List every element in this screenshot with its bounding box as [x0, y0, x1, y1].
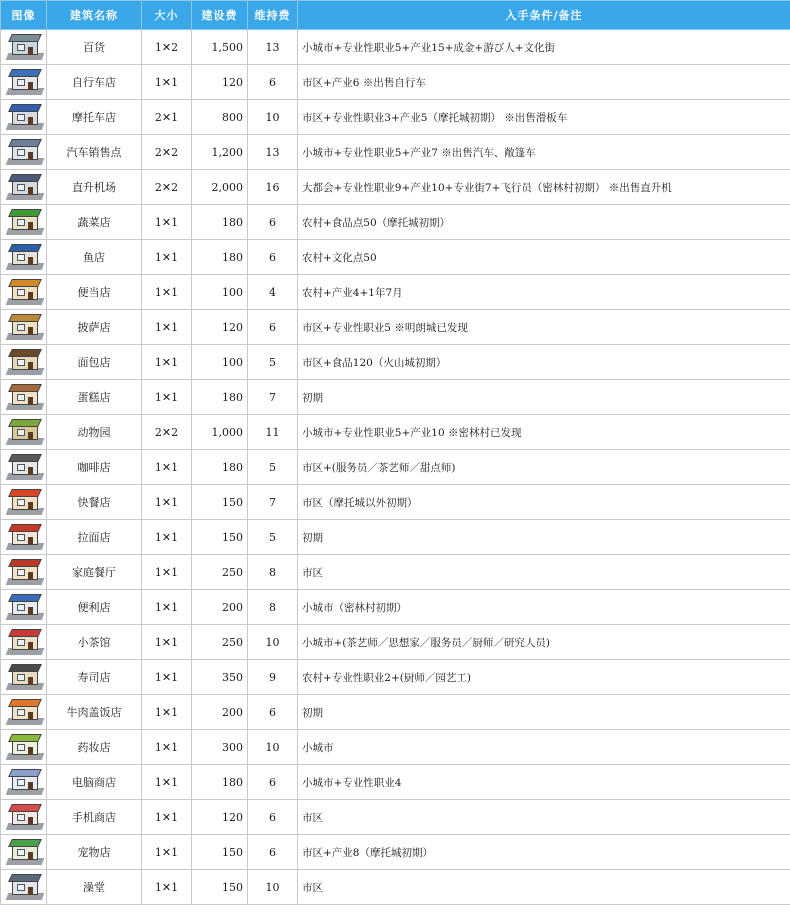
table-row: [1, 170, 790, 205]
building-icon: [5, 488, 45, 516]
building-note: 农村+文化点50: [298, 240, 790, 275]
building-image-cell: [1, 730, 47, 765]
building-size: 1✕1: [142, 65, 192, 100]
building-image-cell: [1, 660, 47, 695]
building-cost: 2,000: [192, 170, 248, 205]
building-name: 自行车店: [47, 65, 142, 100]
building-name: 寿司店: [47, 660, 142, 695]
building-note: 小城市+专业性职业5+产业15+成金+游び人+文化街: [298, 30, 790, 65]
table-row: [1, 590, 790, 625]
building-image-cell: [1, 765, 47, 800]
building-size: 1✕1: [142, 625, 192, 660]
building-icon: [5, 523, 45, 551]
building-maintenance: 6: [248, 835, 298, 870]
table-row: [1, 835, 790, 870]
building-name: 快餐店: [47, 485, 142, 520]
table-row: [1, 730, 790, 765]
building-icon: [5, 138, 45, 166]
building-note: 农村+专业性职业2+(厨师／园艺工): [298, 660, 790, 695]
header-name: 建筑名称: [47, 1, 142, 30]
table-row: [1, 275, 790, 310]
building-cost: 180: [192, 450, 248, 485]
building-image-cell: [1, 345, 47, 380]
building-name: 蛋糕店: [47, 380, 142, 415]
building-note: 初期: [298, 380, 790, 415]
building-image-cell: [1, 520, 47, 555]
building-icon: [5, 663, 45, 691]
building-note: 市区+(服务员／茶艺师／甜点师): [298, 450, 790, 485]
table-row: [1, 135, 790, 170]
building-maintenance: 6: [248, 65, 298, 100]
building-name: 咖啡店: [47, 450, 142, 485]
building-note: 市区+专业性职业3+产业5（摩托城初期） ※出售滑板车: [298, 100, 790, 135]
building-cost: 350: [192, 660, 248, 695]
building-cost: 200: [192, 590, 248, 625]
building-image-cell: [1, 450, 47, 485]
building-size: 1✕1: [142, 205, 192, 240]
header-image: 图像: [1, 1, 47, 30]
building-note: 市区: [298, 870, 790, 905]
building-name: 直升机场: [47, 170, 142, 205]
building-size: 2✕2: [142, 170, 192, 205]
building-image-cell: [1, 205, 47, 240]
building-maintenance: 11: [248, 415, 298, 450]
building-size: 1✕1: [142, 730, 192, 765]
building-name: 蔬菜店: [47, 205, 142, 240]
building-note: 农村+食品点50（摩托城初期）: [298, 205, 790, 240]
building-name: 摩托车店: [47, 100, 142, 135]
building-cost: 100: [192, 345, 248, 380]
building-image-cell: [1, 380, 47, 415]
building-icon: [5, 803, 45, 831]
table-row: [1, 240, 790, 275]
building-size: 1✕1: [142, 345, 192, 380]
building-cost: 300: [192, 730, 248, 765]
building-note: 小城市+专业性职业4: [298, 765, 790, 800]
building-cost: 180: [192, 380, 248, 415]
building-maintenance: 10: [248, 625, 298, 660]
building-size: 1✕1: [142, 695, 192, 730]
header-size: 大小: [142, 1, 192, 30]
building-name: 便当店: [47, 275, 142, 310]
building-cost: 150: [192, 485, 248, 520]
building-maintenance: 5: [248, 345, 298, 380]
building-name: 家庭餐厅: [47, 555, 142, 590]
building-icon: [5, 278, 45, 306]
table-row: [1, 450, 790, 485]
building-maintenance: 6: [248, 765, 298, 800]
building-image-cell: [1, 100, 47, 135]
building-cost: 120: [192, 800, 248, 835]
building-size: 1✕1: [142, 450, 192, 485]
building-note: 初期: [298, 695, 790, 730]
building-image-cell: [1, 695, 47, 730]
building-size: 1✕1: [142, 870, 192, 905]
building-name: 鱼店: [47, 240, 142, 275]
building-image-cell: [1, 485, 47, 520]
header-row: [1, 1, 790, 30]
table-row: [1, 65, 790, 100]
table-row: [1, 415, 790, 450]
building-image-cell: [1, 800, 47, 835]
table-row: [1, 100, 790, 135]
building-maintenance: 9: [248, 660, 298, 695]
building-name: 电脑商店: [47, 765, 142, 800]
building-icon: [5, 208, 45, 236]
building-image-cell: [1, 135, 47, 170]
building-maintenance: 10: [248, 100, 298, 135]
building-note: 初期: [298, 520, 790, 555]
building-size: 1✕1: [142, 590, 192, 625]
building-icon: [5, 838, 45, 866]
building-maintenance: 8: [248, 555, 298, 590]
building-maintenance: 8: [248, 590, 298, 625]
building-size: 2✕1: [142, 100, 192, 135]
table-row: [1, 625, 790, 660]
building-cost: 1,000: [192, 415, 248, 450]
building-image-cell: [1, 415, 47, 450]
building-icon: [5, 453, 45, 481]
building-icon: [5, 768, 45, 796]
building-size: 1✕1: [142, 310, 192, 345]
building-name: 百货: [47, 30, 142, 65]
table-row: [1, 765, 790, 800]
building-maintenance: 5: [248, 450, 298, 485]
building-size: 1✕2: [142, 30, 192, 65]
building-cost: 100: [192, 275, 248, 310]
building-cost: 250: [192, 625, 248, 660]
building-icon: [5, 313, 45, 341]
table-row: [1, 30, 790, 65]
building-maintenance: 5: [248, 520, 298, 555]
building-maintenance: 6: [248, 310, 298, 345]
table-row: [1, 345, 790, 380]
building-name: 小茶馆: [47, 625, 142, 660]
building-maintenance: 6: [248, 695, 298, 730]
building-cost: 180: [192, 240, 248, 275]
building-size: 1✕1: [142, 765, 192, 800]
building-image-cell: [1, 310, 47, 345]
building-image-cell: [1, 65, 47, 100]
building-size: 1✕1: [142, 835, 192, 870]
building-cost: 150: [192, 870, 248, 905]
building-icon: [5, 243, 45, 271]
building-size: 1✕1: [142, 240, 192, 275]
building-name: 面包店: [47, 345, 142, 380]
building-size: 1✕1: [142, 275, 192, 310]
building-name: 药妆店: [47, 730, 142, 765]
building-name: 宠物店: [47, 835, 142, 870]
building-maintenance: 7: [248, 380, 298, 415]
building-maintenance: 13: [248, 30, 298, 65]
building-cost: 120: [192, 310, 248, 345]
building-maintenance: 6: [248, 800, 298, 835]
building-size: 1✕1: [142, 800, 192, 835]
table-row: [1, 205, 790, 240]
building-note: 小城市（密林村初期）: [298, 590, 790, 625]
building-size: 1✕1: [142, 380, 192, 415]
building-note: 市区: [298, 800, 790, 835]
header-cost: 建设费: [192, 1, 248, 30]
building-icon: [5, 698, 45, 726]
building-cost: 1,200: [192, 135, 248, 170]
building-icon: [5, 173, 45, 201]
building-name: 汽车销售点: [47, 135, 142, 170]
building-cost: 180: [192, 205, 248, 240]
building-size: 1✕1: [142, 660, 192, 695]
building-icon: [5, 593, 45, 621]
building-image-cell: [1, 275, 47, 310]
building-size: 1✕1: [142, 520, 192, 555]
building-name: 动物园: [47, 415, 142, 450]
building-cost: 180: [192, 765, 248, 800]
building-note: 农村+产业4+1年7月: [298, 275, 790, 310]
table-row: [1, 660, 790, 695]
building-cost: 150: [192, 520, 248, 555]
building-maintenance: 13: [248, 135, 298, 170]
building-maintenance: 6: [248, 240, 298, 275]
building-note: 大都会+专业性职业9+产业10+专业街7+飞行员（密林村初期） ※出售直升机: [298, 170, 790, 205]
building-cost: 800: [192, 100, 248, 135]
table-row: [1, 485, 790, 520]
building-icon: [5, 628, 45, 656]
building-cost: 1,500: [192, 30, 248, 65]
building-maintenance: 16: [248, 170, 298, 205]
building-name: 拉面店: [47, 520, 142, 555]
building-note: 市区+食品120（火山城初期）: [298, 345, 790, 380]
building-note: 市区（摩托城以外初期）: [298, 485, 790, 520]
building-name: 手机商店: [47, 800, 142, 835]
building-image-cell: [1, 555, 47, 590]
table-row: [1, 870, 790, 905]
building-size: 2✕2: [142, 415, 192, 450]
building-image-cell: [1, 30, 47, 65]
building-name: 牛肉盖饭店: [47, 695, 142, 730]
building-note: 市区+专业性职业5 ※明朗城已发现: [298, 310, 790, 345]
building-name: 便利店: [47, 590, 142, 625]
building-icon: [5, 873, 45, 901]
building-cost: 150: [192, 835, 248, 870]
building-icon: [5, 733, 45, 761]
building-icon: [5, 383, 45, 411]
building-icon: [5, 33, 45, 61]
building-note: 小城市+专业性职业5+产业7 ※出售汽车、敞篷车: [298, 135, 790, 170]
building-maintenance: 10: [248, 870, 298, 905]
building-size: 1✕1: [142, 555, 192, 590]
building-cost: 250: [192, 555, 248, 590]
building-maintenance: 10: [248, 730, 298, 765]
header-note: 入手条件/备注: [298, 1, 790, 30]
table-row: [1, 380, 790, 415]
building-icon: [5, 418, 45, 446]
building-name: 披萨店: [47, 310, 142, 345]
building-note: 市区+产业6 ※出售自行车: [298, 65, 790, 100]
building-note: 小城市+(茶艺师／思想家／服务员／厨师／研究人员): [298, 625, 790, 660]
building-size: 1✕1: [142, 485, 192, 520]
building-image-cell: [1, 835, 47, 870]
building-maintenance: 7: [248, 485, 298, 520]
building-icon: [5, 103, 45, 131]
table-row: [1, 310, 790, 345]
building-maintenance: 4: [248, 275, 298, 310]
building-image-cell: [1, 240, 47, 275]
table-row: [1, 695, 790, 730]
building-image-cell: [1, 625, 47, 660]
building-size: 2✕2: [142, 135, 192, 170]
building-icon: [5, 558, 45, 586]
building-note: 小城市+专业性职业5+产业10 ※密林村已发现: [298, 415, 790, 450]
building-image-cell: [1, 590, 47, 625]
building-icon: [5, 348, 45, 376]
building-note: 市区+产业8（摩托城初期）: [298, 835, 790, 870]
building-cost: 120: [192, 65, 248, 100]
building-icon: [5, 68, 45, 96]
table-row: [1, 800, 790, 835]
table-row: [1, 520, 790, 555]
building-image-cell: [1, 870, 47, 905]
table-row: [1, 555, 790, 590]
building-note: 小城市: [298, 730, 790, 765]
building-cost: 200: [192, 695, 248, 730]
building-name: 澡堂: [47, 870, 142, 905]
building-image-cell: [1, 170, 47, 205]
table-body: [1, 30, 790, 905]
building-maintenance: 6: [248, 205, 298, 240]
header-maint: 维持费: [248, 1, 298, 30]
building-note: 市区: [298, 555, 790, 590]
